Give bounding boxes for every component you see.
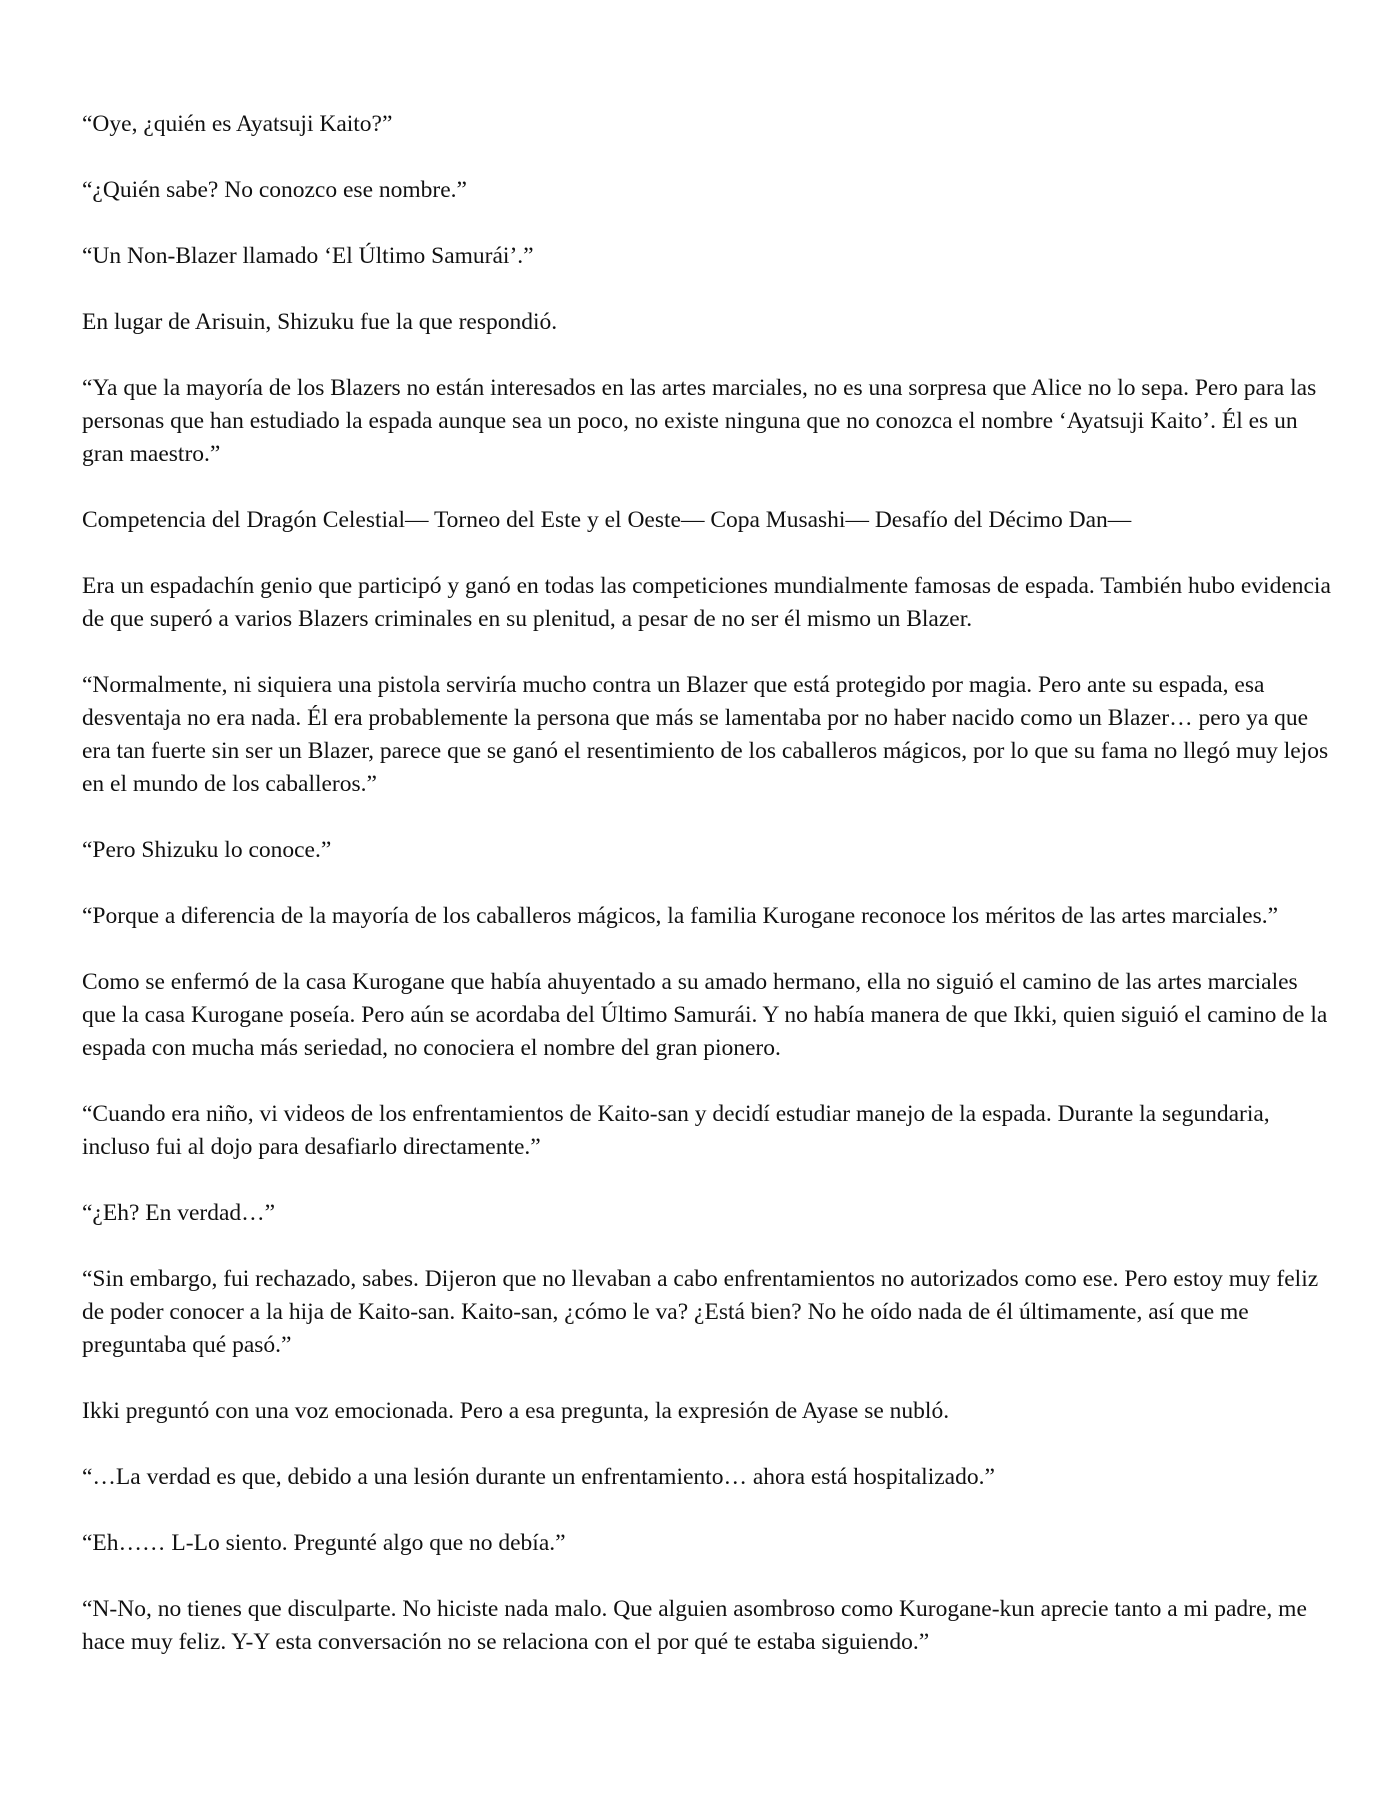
paragraph: “N-No, no tienes que disculparte. No hiciste nada malo. Que alguien asombroso como Kurogane-kun aprecie tanto a mi padre, me hace muy feliz. Y-Y esta conversación no se relaciona con el por qué te estaba siguiendo.” [82, 1596, 1307, 1655]
paragraph: En lugar de Arisuin, Shizuku fue la que respondió. [82, 309, 558, 335]
paragraph: Competencia del Dragón Celestial— Torneo del Este y el Oeste— Copa Musashi— Desafío del Décimo Dan— [82, 507, 1132, 533]
paragraph: “¿Eh? En verdad…” [82, 1200, 276, 1226]
paragraph: “Eh…… L-Lo siento. Pregunté algo que no debía.” [82, 1530, 566, 1556]
paragraph: Como se enfermó de la casa Kurogane que había ahuyentado a su amado hermano, ella no siguió el camino de las artes marciales que la casa Kurogane poseía. Pero aún se acordaba del Último Samurái. Y no había manera de que Ikki, quien siguió el camino de la espada con mucha más seriedad, no conociera el nombre del gran pionero. [82, 969, 1328, 1061]
paragraph: “Normalmente, ni siquiera una pistola serviría mucho contra un Blazer que está protegido por magia. Pero ante su espada, esa desventaja no era nada. Él era probablemente la persona que más se lamentaba por no haber nacido como un Blazer… pero ya que era tan fuerte sin ser un Blazer, parece que se ganó el resentimiento de los caballeros mágicos, por lo que su fama no llegó muy lejos en el mundo de los caballeros.” [82, 672, 1329, 797]
paragraph: “Pero Shizuku lo conoce.” [82, 837, 332, 863]
paragraph: “…La verdad es que, debido a una lesión durante un enfrentamiento… ahora está hospitalizado.” [82, 1464, 995, 1490]
paragraph: “Oye, ¿quién es Ayatsuji Kaito?” [82, 111, 393, 137]
paragraph: “¿Quién sabe? No conozco ese nombre.” [82, 177, 467, 203]
document-page [82, 108, 1332, 1659]
paragraph: “Porque a diferencia de la mayoría de los caballeros mágicos, la familia Kurogane reconoce los méritos de las artes marciales.” [82, 903, 1279, 929]
paragraph: “Sin embargo, fui rechazado, sabes. Dijeron que no llevaban a cabo enfrentamientos no autorizados como ese. Pero estoy muy feliz de poder conocer a la hija de Kaito-san. Kaito-san, ¿cómo le va? ¿Está bien? No he oído nada de él últimamente, así que me preguntaba qué pasó.” [82, 1266, 1319, 1358]
paragraph: “Cuando era niño, vi videos de los enfrentamientos de Kaito-san y decidí estudiar manejo de la espada. Durante la segundaria, incluso fui al dojo para desafiarlo directamente.” [82, 1101, 1270, 1160]
paragraph: Ikki preguntó con una voz emocionada. Pero a esa pregunta, la expresión de Ayase se nubló. [82, 1398, 950, 1424]
paragraph: “Ya que la mayoría de los Blazers no están interesados en las artes marciales, no es una sorpresa que Alice no lo sepa. Pero para las personas que han estudiado la espada aunque sea un poco, no existe ninguna que no conozca el nombre ‘Ayatsuji Kaito’. Él es un gran maestro.” [82, 375, 1317, 467]
paragraph: “Un Non-Blazer llamado ‘El Último Samurái’.” [82, 243, 534, 269]
paragraph: Era un espadachín genio que participó y ganó en todas las competiciones mundialmente famosas de espada. También hubo evidencia de que superó a varios Blazers criminales en su plenitud, a pesar de no ser él mismo un Blazer. [82, 573, 1331, 632]
